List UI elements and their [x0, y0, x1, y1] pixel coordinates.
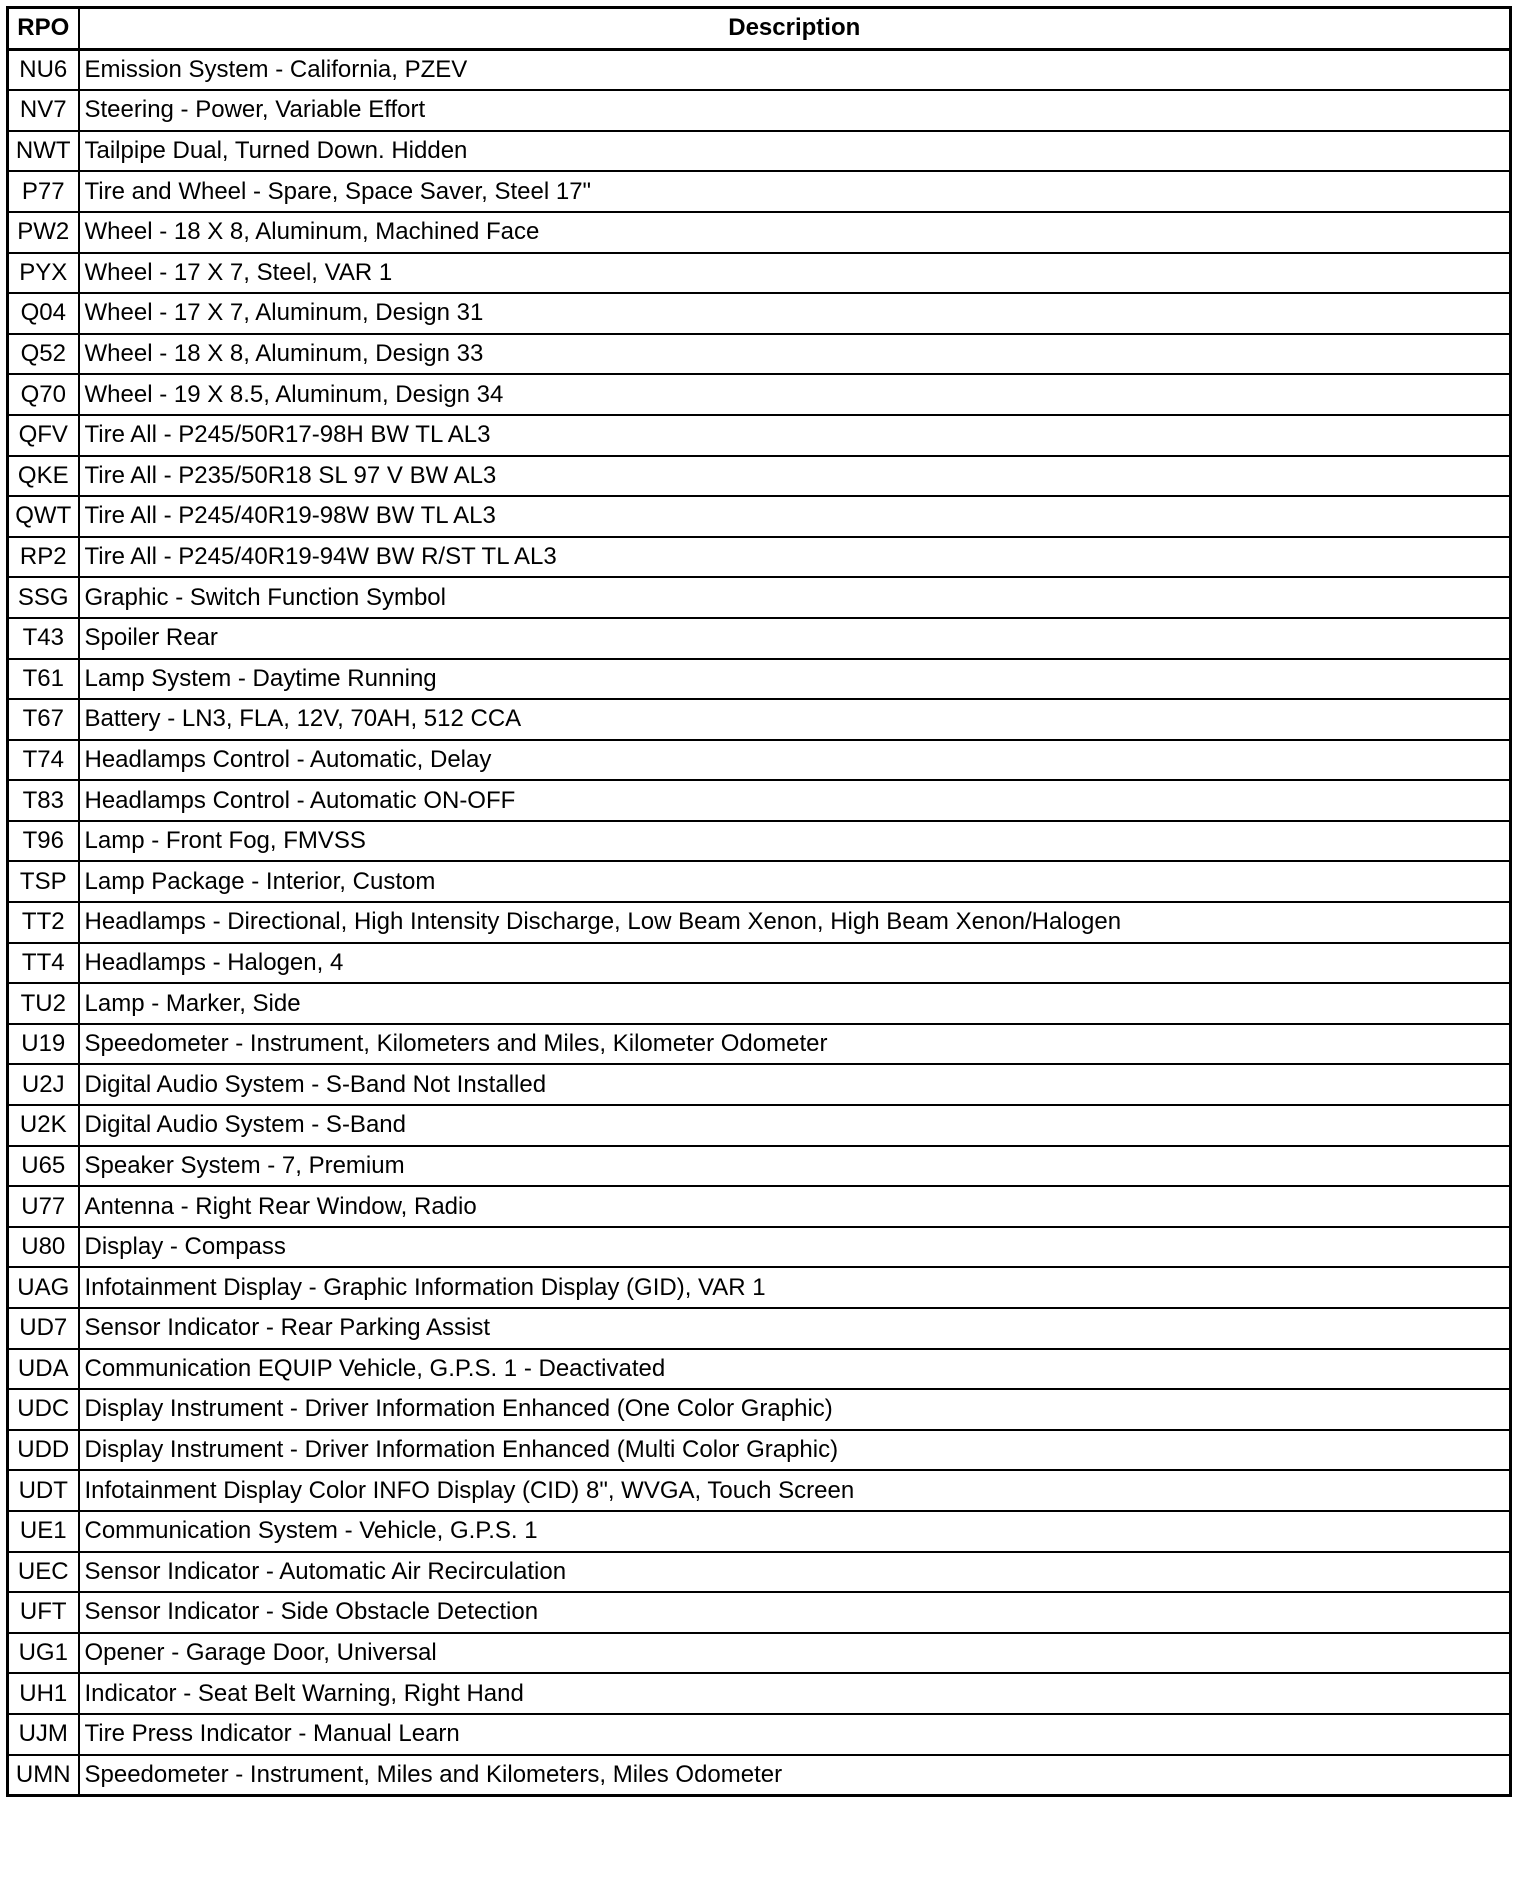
description-cell: Tire All - P245/50R17-98H BW TL AL3 [79, 415, 1511, 456]
table-row [8, 1389, 1511, 1430]
rpo-code-cell: T83 [8, 780, 79, 821]
description-cell: Communication System - Vehicle, G.P.S. 1 [79, 1511, 1511, 1552]
table-row [8, 1308, 1511, 1349]
description-cell: Lamp System - Daytime Running [79, 659, 1511, 700]
description-cell: Headlamps - Directional, High Intensity Discharge, Low Beam Xenon, High Beam Xenon/Halogen [79, 902, 1511, 943]
table-row [8, 212, 1511, 253]
description-cell: Speedometer - Instrument, Kilometers and Miles, Kilometer Odometer [79, 1024, 1511, 1065]
rpo-code-cell: U2J [8, 1064, 79, 1105]
description-cell: Antenna - Right Rear Window, Radio [79, 1186, 1511, 1227]
table-row [8, 577, 1511, 618]
description-cell: Tire All - P245/40R19-94W BW R/ST TL AL3 [79, 537, 1511, 578]
table-row [8, 659, 1511, 700]
rpo-code-cell: UDT [8, 1470, 79, 1511]
description-cell: Wheel - 17 X 7, Steel, VAR 1 [79, 253, 1511, 294]
description-cell: Lamp - Marker, Side [79, 983, 1511, 1024]
rpo-code-cell: QKE [8, 456, 79, 497]
table-body [8, 49, 1511, 1796]
table-row [8, 1349, 1511, 1390]
description-cell: Display - Compass [79, 1227, 1511, 1268]
rpo-code-cell: Q70 [8, 374, 79, 415]
description-cell: Digital Audio System - S-Band [79, 1105, 1511, 1146]
rpo-code-cell: RP2 [8, 537, 79, 578]
rpo-code-cell: PW2 [8, 212, 79, 253]
description-cell: Sensor Indicator - Automatic Air Recirculation [79, 1552, 1511, 1593]
rpo-code-cell: SSG [8, 577, 79, 618]
rpo-code-cell: TT4 [8, 943, 79, 984]
table-row [8, 1673, 1511, 1714]
rpo-code-cell: U19 [8, 1024, 79, 1065]
table-row [8, 1552, 1511, 1593]
rpo-code-cell: NWT [8, 131, 79, 172]
rpo-code-cell: UEC [8, 1552, 79, 1593]
description-cell: Headlamps Control - Automatic ON-OFF [79, 780, 1511, 821]
description-cell: Indicator - Seat Belt Warning, Right Hand [79, 1673, 1511, 1714]
rpo-code-cell: UE1 [8, 1511, 79, 1552]
rpo-code-cell: Q04 [8, 293, 79, 334]
table-row [8, 1186, 1511, 1227]
table-row [8, 1714, 1511, 1755]
description-cell: Wheel - 18 X 8, Aluminum, Design 33 [79, 334, 1511, 375]
description-cell: Display Instrument - Driver Information Enhanced (Multi Color Graphic) [79, 1430, 1511, 1471]
description-cell: Tire All - P245/40R19-98W BW TL AL3 [79, 496, 1511, 537]
rpo-code-cell: UJM [8, 1714, 79, 1755]
table-header-row [8, 8, 1511, 50]
rpo-code-cell: Q52 [8, 334, 79, 375]
table-row [8, 1267, 1511, 1308]
table-row [8, 253, 1511, 294]
description-cell: Battery - LN3, FLA, 12V, 70AH, 512 CCA [79, 699, 1511, 740]
table-row [8, 171, 1511, 212]
rpo-code-cell: UDD [8, 1430, 79, 1471]
rpo-code-cell: T61 [8, 659, 79, 700]
table-row [8, 49, 1511, 90]
rpo-code-cell: PYX [8, 253, 79, 294]
description-cell: Tire and Wheel - Spare, Space Saver, Steel 17" [79, 171, 1511, 212]
table-row [8, 740, 1511, 781]
table-row [8, 537, 1511, 578]
description-cell: Lamp Package - Interior, Custom [79, 861, 1511, 902]
table-row [8, 334, 1511, 375]
rpo-code-cell: UMN [8, 1755, 79, 1796]
rpo-code-cell: T43 [8, 618, 79, 659]
description-cell: Opener - Garage Door, Universal [79, 1633, 1511, 1674]
rpo-code-cell: U65 [8, 1146, 79, 1187]
rpo-code-cell: P77 [8, 171, 79, 212]
table-row [8, 1227, 1511, 1268]
header-rpo: RPO [8, 8, 79, 50]
table-row [8, 821, 1511, 862]
description-cell: Headlamps - Halogen, 4 [79, 943, 1511, 984]
description-cell: Digital Audio System - S-Band Not Installed [79, 1064, 1511, 1105]
table-row [8, 1511, 1511, 1552]
table-row [8, 861, 1511, 902]
rpo-code-cell: U2K [8, 1105, 79, 1146]
rpo-code-cell: UD7 [8, 1308, 79, 1349]
header-description: Description [79, 8, 1511, 50]
table-row [8, 983, 1511, 1024]
rpo-code-cell: TSP [8, 861, 79, 902]
description-cell: Infotainment Display Color INFO Display (CID) 8", WVGA, Touch Screen [79, 1470, 1511, 1511]
table-row [8, 1024, 1511, 1065]
description-cell: Wheel - 19 X 8.5, Aluminum, Design 34 [79, 374, 1511, 415]
table-row [8, 1592, 1511, 1633]
description-cell: Speedometer - Instrument, Miles and Kilometers, Miles Odometer [79, 1755, 1511, 1796]
description-cell: Headlamps Control - Automatic, Delay [79, 740, 1511, 781]
table-row [8, 415, 1511, 456]
table-row [8, 293, 1511, 334]
table-row [8, 780, 1511, 821]
description-cell: Lamp - Front Fog, FMVSS [79, 821, 1511, 862]
table-row [8, 456, 1511, 497]
description-cell: Spoiler Rear [79, 618, 1511, 659]
rpo-code-cell: TT2 [8, 902, 79, 943]
rpo-code-cell: UFT [8, 1592, 79, 1633]
rpo-code-cell: T74 [8, 740, 79, 781]
table-row [8, 943, 1511, 984]
description-cell: Infotainment Display - Graphic Information Display (GID), VAR 1 [79, 1267, 1511, 1308]
description-cell: Tailpipe Dual, Turned Down. Hidden [79, 131, 1511, 172]
description-cell: Tire Press Indicator - Manual Learn [79, 1714, 1511, 1755]
table-row [8, 1633, 1511, 1674]
table-row [8, 1105, 1511, 1146]
rpo-code-cell: T67 [8, 699, 79, 740]
description-cell: Graphic - Switch Function Symbol [79, 577, 1511, 618]
table-row [8, 1064, 1511, 1105]
description-cell: Speaker System - 7, Premium [79, 1146, 1511, 1187]
rpo-code-cell: NV7 [8, 90, 79, 131]
rpo-code-cell: UG1 [8, 1633, 79, 1674]
description-cell: Sensor Indicator - Side Obstacle Detection [79, 1592, 1511, 1633]
rpo-code-cell: QWT [8, 496, 79, 537]
rpo-code-cell: UDC [8, 1389, 79, 1430]
table-row [8, 1430, 1511, 1471]
description-cell: Steering - Power, Variable Effort [79, 90, 1511, 131]
rpo-code-cell: UH1 [8, 1673, 79, 1714]
description-cell: Sensor Indicator - Rear Parking Assist [79, 1308, 1511, 1349]
table-row [8, 902, 1511, 943]
rpo-table [6, 6, 1512, 1797]
table-row [8, 618, 1511, 659]
rpo-code-cell: QFV [8, 415, 79, 456]
rpo-code-cell: TU2 [8, 983, 79, 1024]
table-row [8, 1146, 1511, 1187]
description-cell: Communication EQUIP Vehicle, G.P.S. 1 - Deactivated [79, 1349, 1511, 1390]
rpo-code-cell: U80 [8, 1227, 79, 1268]
description-cell: Emission System - California, PZEV [79, 49, 1511, 90]
rpo-code-cell: U77 [8, 1186, 79, 1227]
rpo-code-cell: UAG [8, 1267, 79, 1308]
table-row [8, 1470, 1511, 1511]
table-row [8, 496, 1511, 537]
table-row [8, 1755, 1511, 1796]
table-row [8, 90, 1511, 131]
description-cell: Wheel - 18 X 8, Aluminum, Machined Face [79, 212, 1511, 253]
rpo-code-cell: UDA [8, 1349, 79, 1390]
table-row [8, 699, 1511, 740]
description-cell: Wheel - 17 X 7, Aluminum, Design 31 [79, 293, 1511, 334]
rpo-code-cell: NU6 [8, 49, 79, 90]
description-cell: Display Instrument - Driver Information Enhanced (One Color Graphic) [79, 1389, 1511, 1430]
table-row [8, 374, 1511, 415]
description-cell: Tire All - P235/50R18 SL 97 V BW AL3 [79, 456, 1511, 497]
table-row [8, 131, 1511, 172]
rpo-code-cell: T96 [8, 821, 79, 862]
